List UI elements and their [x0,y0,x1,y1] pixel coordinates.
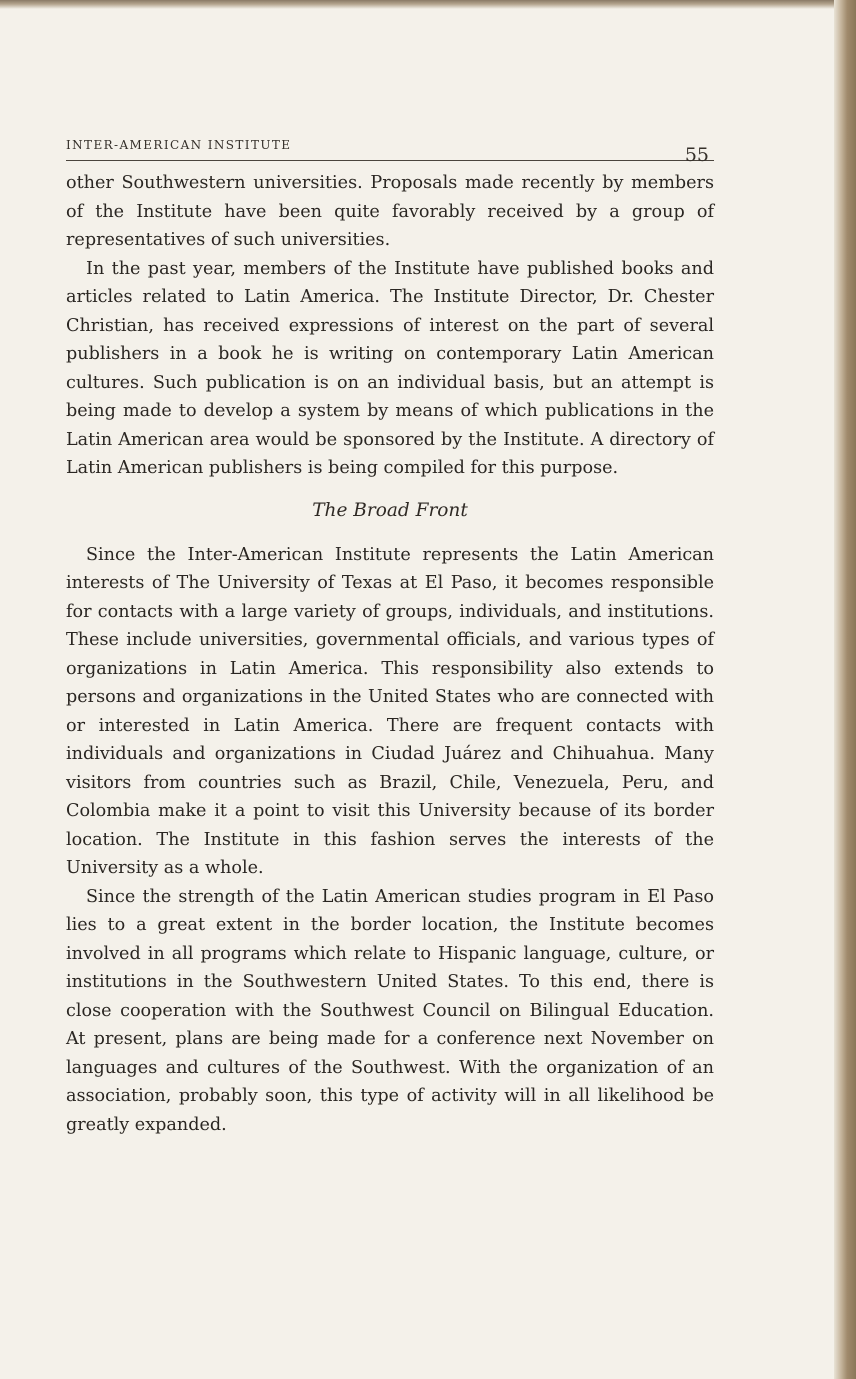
paragraph-border-location: Since the strength of the Latin American studies program in El Paso lies to a great extent in the border location, the Institute becomes involved in all programs which relate to Hispanic language, culture, or institutions in the Southwestern United States. To this end, there is close cooperation with the Southwest Council on Bilingual Education. At present, plans are being made for a conference next November on languages and cultures of the Southwest. With the organization of an association, probably soon, this type of activity will in all likelihood be greatly expanded. [66,886,714,1135]
paragraph-publications: In the past year, members of the Institute have published books and articles related to Latin America. The Institute Director, Dr. Chester Christian, has received expressions of interest on the part of several publishers in a book he is writing on contemporary Latin American cultures. Such publication is on an individual basis, but an attempt is being made to develop a system by means of which publications in the Latin American area would be sponsored by the Institute. A directory of Latin American publishers is being compiled for this purpose. [66,258,714,478]
page-top-edge [0,0,856,9]
paragraph-continuation: other Southwestern universities. Proposals made recently by members of the Institute have been quite favorably received by a group of representatives of such universities. [66,173,714,250]
section-heading: The Broad Front [312,499,468,521]
running-title: INTER-AMERICAN INSTITUTE [66,138,292,152]
page-right-edge [834,0,856,1379]
running-head [66,130,714,166]
page-number: 55 [684,144,709,166]
book-page [66,130,714,1139]
paragraph-broad-front: Since the Inter-American Institute represents the Latin American interests of The University of Texas at El Paso, it becomes responsible for contacts with a large variety of groups, individuals, and institutions. These include universities, governmental officials, and various types of organizations in Latin America. This responsibility also extends to persons and organizations in the United States who are connected with or interested in Latin America. There are frequent contacts with individuals and organizations in Ciudad Juárez and Chihuahua. Many visitors from countries such as Brazil, Chile, Venezuela, Peru, and Colombia make it a point to visit this University because of its border location. The Institute in this fashion serves the interests of the University as a whole. [66,544,714,878]
